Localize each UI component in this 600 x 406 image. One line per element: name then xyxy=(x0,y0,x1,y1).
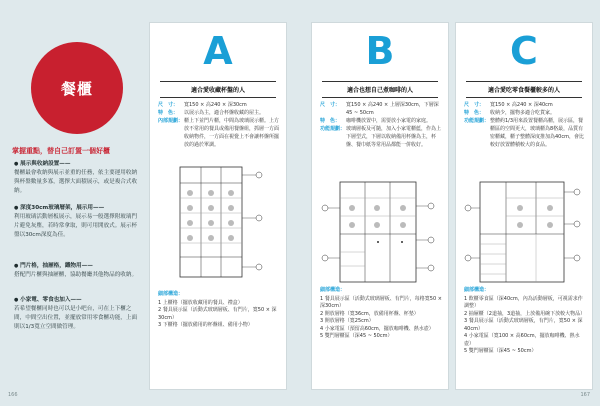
tip-body: 利用玻璃活動層板展示，展示易一般選擇附玻璃門片避免灰塵，若時常拿取，則可用開放式。展示杯盤以30cm深度為佳。 xyxy=(14,214,138,238)
spec-row xyxy=(464,109,586,117)
spec-value: 收納少，擺物多適合吃貨家。 xyxy=(490,110,556,116)
spec-row xyxy=(158,117,280,149)
card-parts xyxy=(464,287,586,356)
card-letter: B xyxy=(365,29,395,73)
tip-body: 若希望餐櫃同時也可以是小吧台，可在上下櫃之間，中間空出位置，並擺放常用零食櫃功能，上面則以1/3寬立空間做管理。 xyxy=(14,306,138,330)
card-parts xyxy=(320,287,442,341)
spec-row xyxy=(320,125,442,149)
cabinet-card-c xyxy=(455,22,593,390)
card-specs xyxy=(464,101,586,149)
part-item: 4 小家電區（預留高60cm，擺放咖啡機、熱水壺） xyxy=(320,325,434,332)
card-specs xyxy=(320,101,442,149)
card-parts xyxy=(158,291,280,330)
spec-key: 特 色： xyxy=(158,110,179,116)
left-column xyxy=(0,0,150,406)
tip-title: ● 門片格，抽屜格，鐵物用—— xyxy=(14,262,142,271)
card-suitability: 適合愛收藏杯盤的人 xyxy=(160,81,276,98)
spec-key: 特 色： xyxy=(320,118,341,124)
card-letter: A xyxy=(203,29,233,73)
part-item: 1 餐具展示區（活動式玻璃層板、有門片，每格寬50 × 深30cm） xyxy=(320,295,442,309)
part-item: 1 飲櫃零食區（深40cm，內為活動層板，可視需求作調整） xyxy=(464,295,583,309)
tip-item xyxy=(14,296,142,332)
spec-row xyxy=(158,101,280,109)
part-item: 5 雙門層櫃區（深45 ~ 50cm） xyxy=(464,348,537,354)
tip-body: 搭配門片櫃與抽屜櫃，協助餐廳其他物品的收納。 xyxy=(14,272,138,278)
card-suitability: 適合也想自己煮咖啡的人 xyxy=(322,81,438,98)
spec-row xyxy=(320,101,442,117)
spec-key: 內部規劃： xyxy=(158,118,184,124)
part-item: 3 餐具展示區（活動式玻璃層板，有門片，寬50 × 深40cm） xyxy=(464,318,583,332)
tip-title: ● 展示與收納設置—— xyxy=(14,160,142,169)
part-item: 3 下櫃格（擺放備用的杯盤組、備用小物） xyxy=(158,322,253,328)
tip-title: ● 深度30cm玻璃層架，展示用—— xyxy=(14,204,142,213)
spec-row xyxy=(320,117,442,125)
part-item: 4 小家電區（寬100 × 高60cm，擺放咖啡機、熱水壺） xyxy=(464,333,580,347)
spec-key: 尺 寸： xyxy=(158,102,179,108)
card-specs xyxy=(158,101,280,149)
cabinet-drawing-c xyxy=(464,173,586,293)
part-item: 1 上櫃格（擺放收藏用的餐具、禮盒） xyxy=(158,299,243,306)
tip-item xyxy=(14,262,142,280)
page-number-left: 166 xyxy=(8,392,18,398)
spec-value: 整體約1/3用來設置餐櫃高櫃，展示區，餐櫃區的空間更大，玻璃櫃為8格最，品質有密櫃藏，櫃子整體深度推加為40cm，會比較好放置體積較大的食品。 xyxy=(490,118,584,148)
spec-key: 功能規劃： xyxy=(464,118,490,124)
spec-key: 尺 寸： xyxy=(320,102,341,108)
spec-value: 櫃上下並門片櫃，中間為玻璃展示櫃。上方放不常用的餐具或備用餐盤組，抓層一方面收納物件，一方面在視覺上不會讓杯盤所擺放的過於單調。 xyxy=(184,118,280,148)
parts-heading: 細部構造： xyxy=(320,287,346,293)
part-item: 3 開放層格（寬25cm） xyxy=(320,318,374,324)
spec-row xyxy=(158,109,280,117)
spec-row xyxy=(464,117,586,149)
part-item: 2 開放層格（寬36cm，放備用杯盤、杯墊） xyxy=(320,310,419,317)
tip-item xyxy=(14,204,142,240)
page-number-right: 167 xyxy=(580,392,590,398)
section-title: 餐櫃 xyxy=(60,79,93,98)
part-item: 2 餐具展示區（活動式玻璃層板、有門片，寬50 × 深30cm） xyxy=(158,307,277,321)
part-item: 5 雙門層櫃區（深45 ~ 50cm） xyxy=(320,333,393,339)
spec-value: 寬150 × 高240 × 深30cm xyxy=(184,102,247,108)
tip-heading: 掌握重點，替自己訂置一個好櫃 xyxy=(12,147,110,155)
parts-heading: 細部構造： xyxy=(464,287,490,293)
spec-value: 玻璃層板及可隨，加入小家電櫃藍，作為上下層型式，下層以收納備用杯盤為主，杯盤、餐巾紙等常用品都能一併收好。 xyxy=(346,126,442,148)
spec-value: 寬150 × 高240 × 上層深30cm，下層深45 ~ 50cm xyxy=(346,102,439,116)
cabinet-drawing-a xyxy=(158,163,280,283)
spec-value: 咖啡機放置中，需要放小家電的家庭。 xyxy=(346,118,432,124)
spec-row xyxy=(464,101,586,109)
tip-body: 餐櫃最會收納與展示並重的任務，依主要運用收納與杯盤數量多寡，選擇大面積展示，或是複合式收納。 xyxy=(14,170,138,194)
spec-key: 功能規劃： xyxy=(320,126,346,132)
parts-heading: 細部構造： xyxy=(158,291,184,297)
card-letter: C xyxy=(510,29,538,73)
section-title-circle xyxy=(31,42,123,134)
tip-title: ● 小家電、零食也加入—— xyxy=(14,296,142,305)
cabinet-card-b xyxy=(311,22,449,390)
spec-value: 寬150 × 高240 × 深40cm xyxy=(490,102,553,108)
part-item: 2 抽屜櫃（2道抽，3道抽，上放備用碗下放較大物品） xyxy=(464,310,586,317)
spec-key: 特 色： xyxy=(464,110,485,116)
spec-key: 尺 寸： xyxy=(464,102,485,108)
card-suitability: 適合愛吃零食餐櫃較多的人 xyxy=(466,81,582,98)
cabinet-card-a xyxy=(149,22,287,390)
spec-value: 以展示為主，適合杯盤收藏的屋主。 xyxy=(184,110,265,116)
cabinet-drawing-b xyxy=(320,173,442,293)
tip-item xyxy=(14,160,142,196)
